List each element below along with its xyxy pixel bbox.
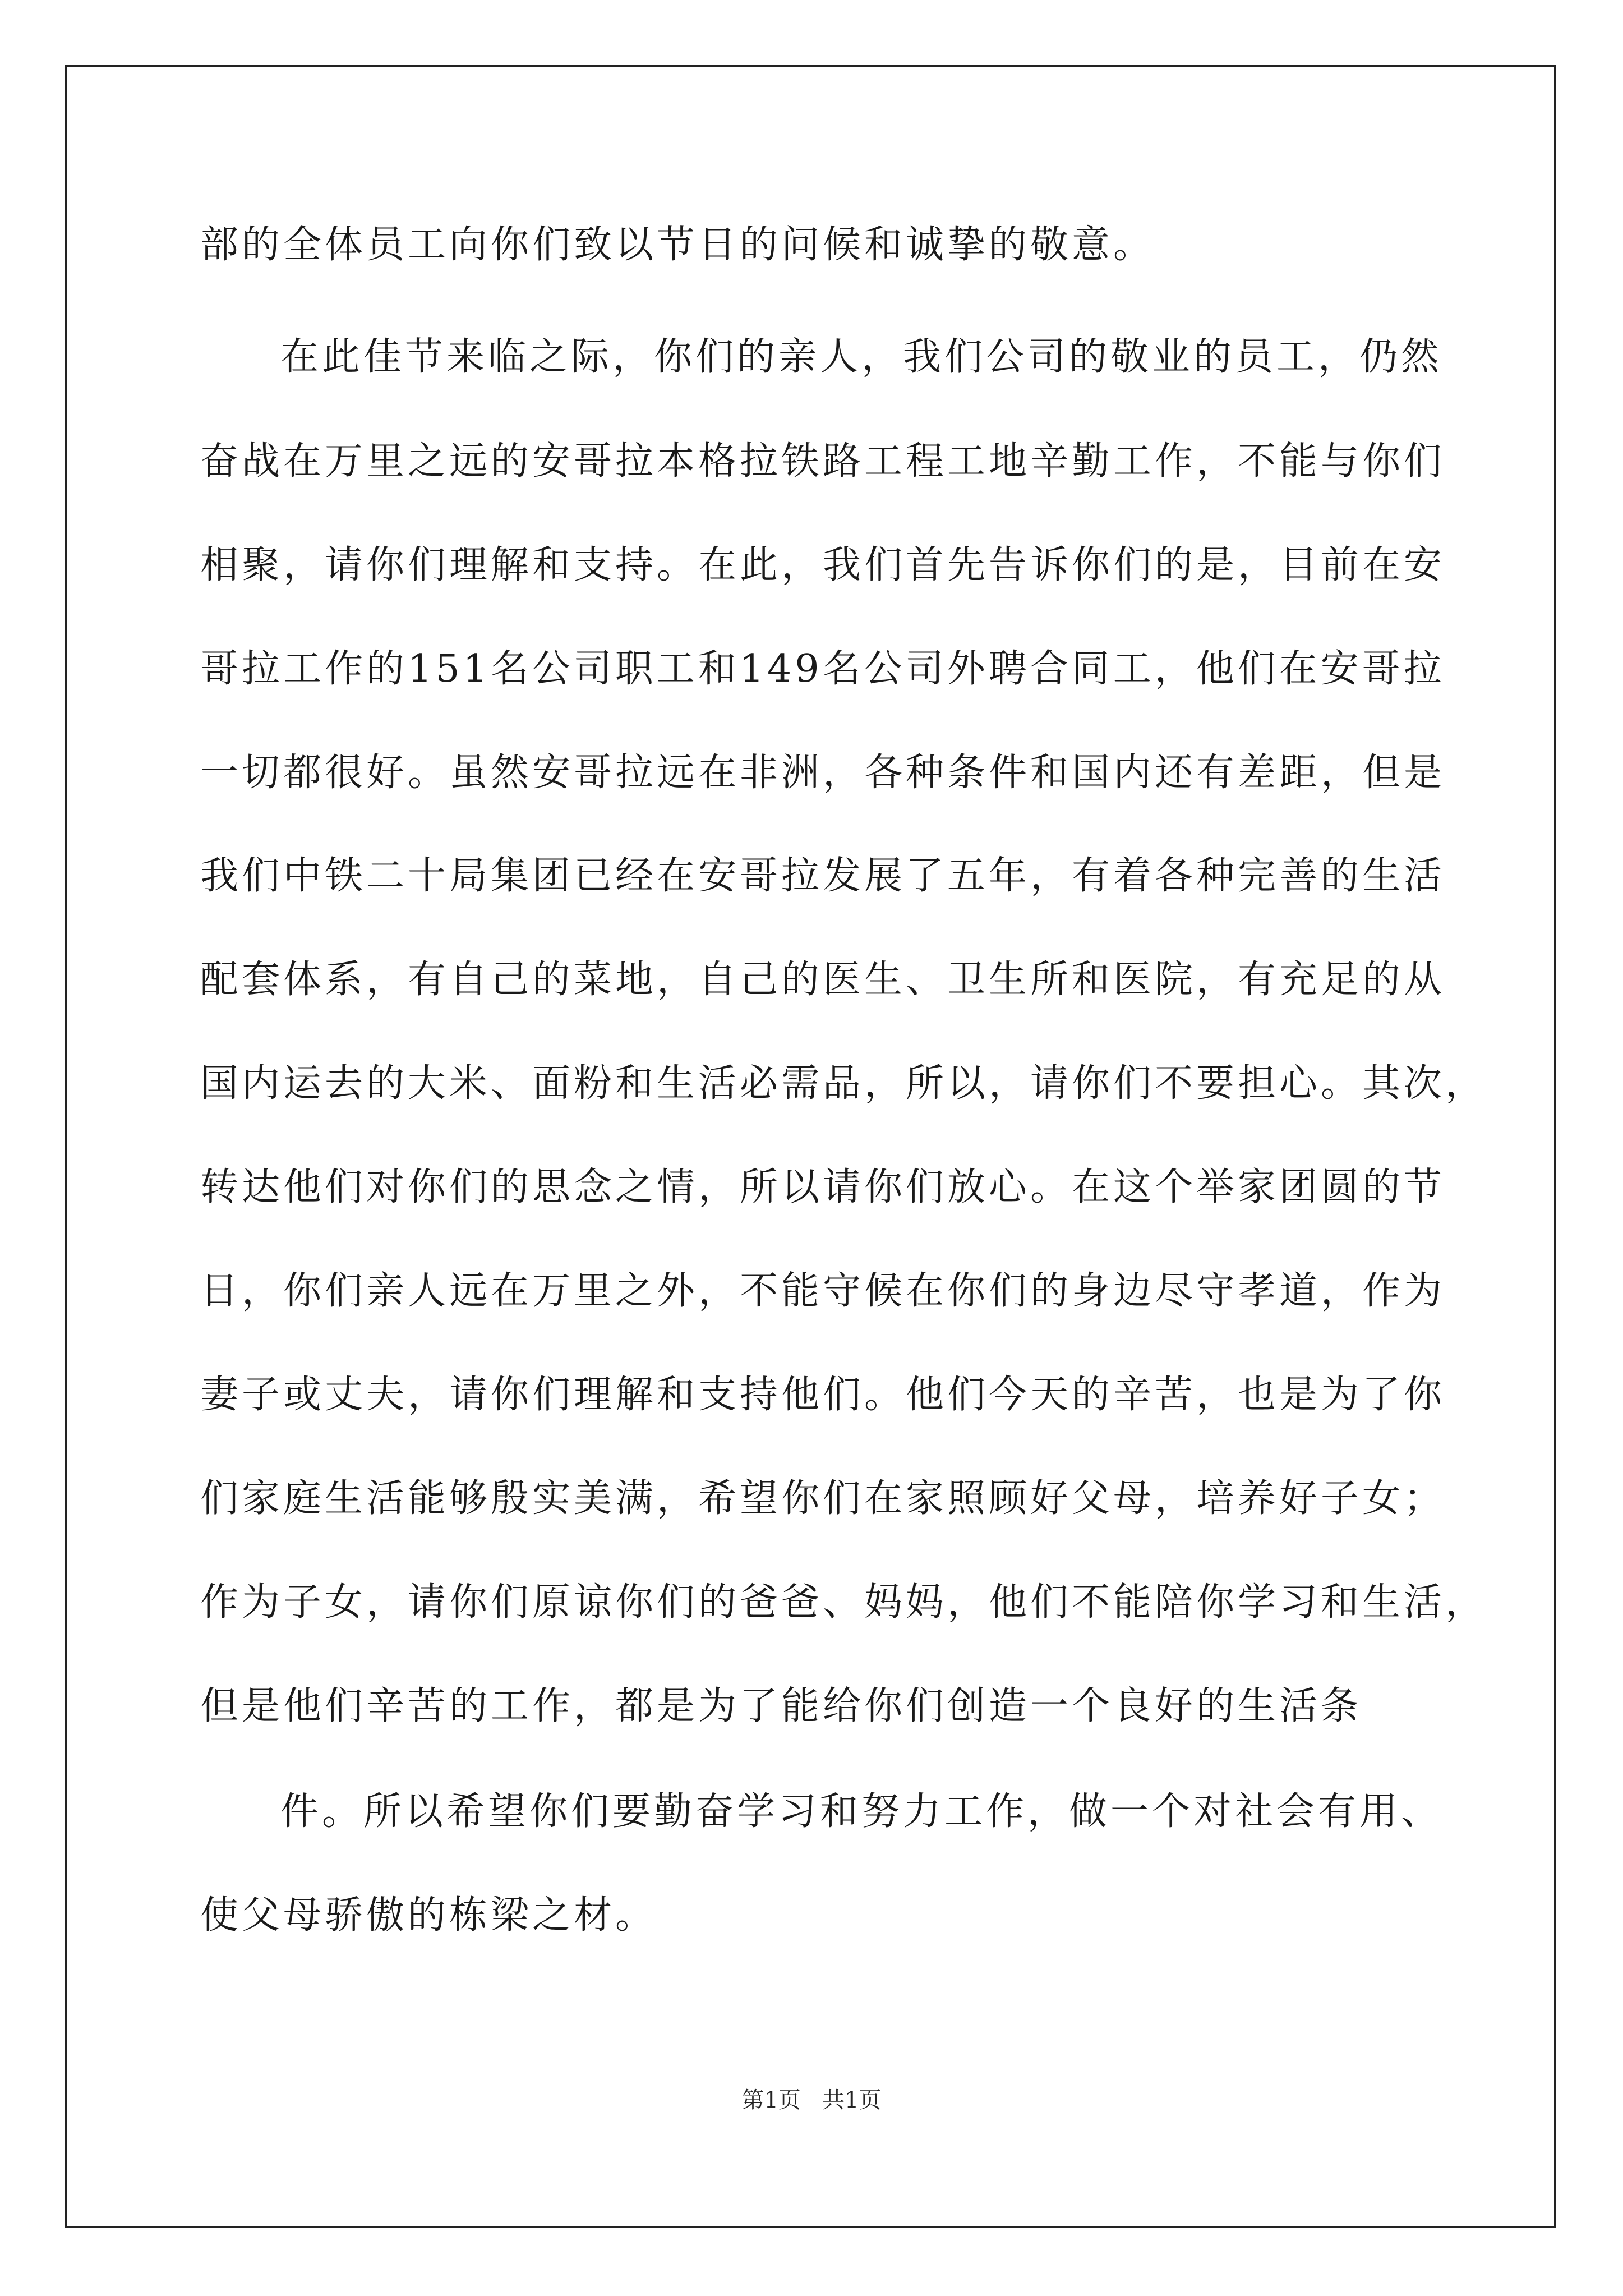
body-line: 部的全体员工向你们致以节日的问候和诚挚的敬意。: [200, 223, 1155, 267]
body-line: 妻子或丈夫，请你们理解和支持他们。他们今天的辛苦，也是为了你: [200, 1373, 1446, 1417]
page-number: 第1页 共1页: [741, 2087, 882, 2113]
body-line: 使父母骄傲的栋梁之材。: [200, 1893, 657, 1938]
body-line: 国内运去的大米、面粉和生活必需品，所以，请你们不要担心。其次，: [200, 1061, 1487, 1106]
body-line: 在此佳节来临之际，你们的亲人，我们公司的敬业的员工，仍然: [280, 335, 1443, 379]
body-line: 配套体系，有自己的菜地，自己的医生、卫生所和医院，有充足的从: [200, 958, 1446, 1002]
body-line: 们家庭生活能够殷实美满，希望你们在家照顾好父母，培养好子女；: [200, 1476, 1446, 1521]
body-line: 相聚，请你们理解和支持。在此，我们首先告诉你们的是，目前在安: [200, 543, 1446, 587]
body-line: 一切都很好。虽然安哥拉远在非洲，各种条件和国内还有差距，但是: [200, 751, 1446, 795]
body-line: 日，你们亲人远在万里之外，不能守候在你们的身边尽守孝道，作为: [200, 1269, 1446, 1313]
body-line: 件。所以希望你们要勤奋学习和努力工作，做一个对社会有用、: [280, 1789, 1443, 1834]
body-line: 但是他们辛苦的工作，都是为了能给你们创造一个良好的生活条: [200, 1684, 1363, 1728]
body-line: 转达他们对你们的思念之情，所以请你们放心。在这个举家团圆的节: [200, 1165, 1446, 1209]
body-line: 哥拉工作的151名公司职工和149名公司外聘合同工，他们在安哥拉: [200, 647, 1445, 691]
body-line: 我们中铁二十局集团已经在安哥拉发展了五年，有着各种完善的生活: [200, 854, 1446, 898]
body-line: 作为子女，请你们原谅你们的爸爸、妈妈，他们不能陪你学习和生活，: [200, 1580, 1487, 1625]
body-line: 奋战在万里之远的安哥拉本格拉铁路工程工地辛勤工作，不能与你们: [200, 439, 1446, 484]
